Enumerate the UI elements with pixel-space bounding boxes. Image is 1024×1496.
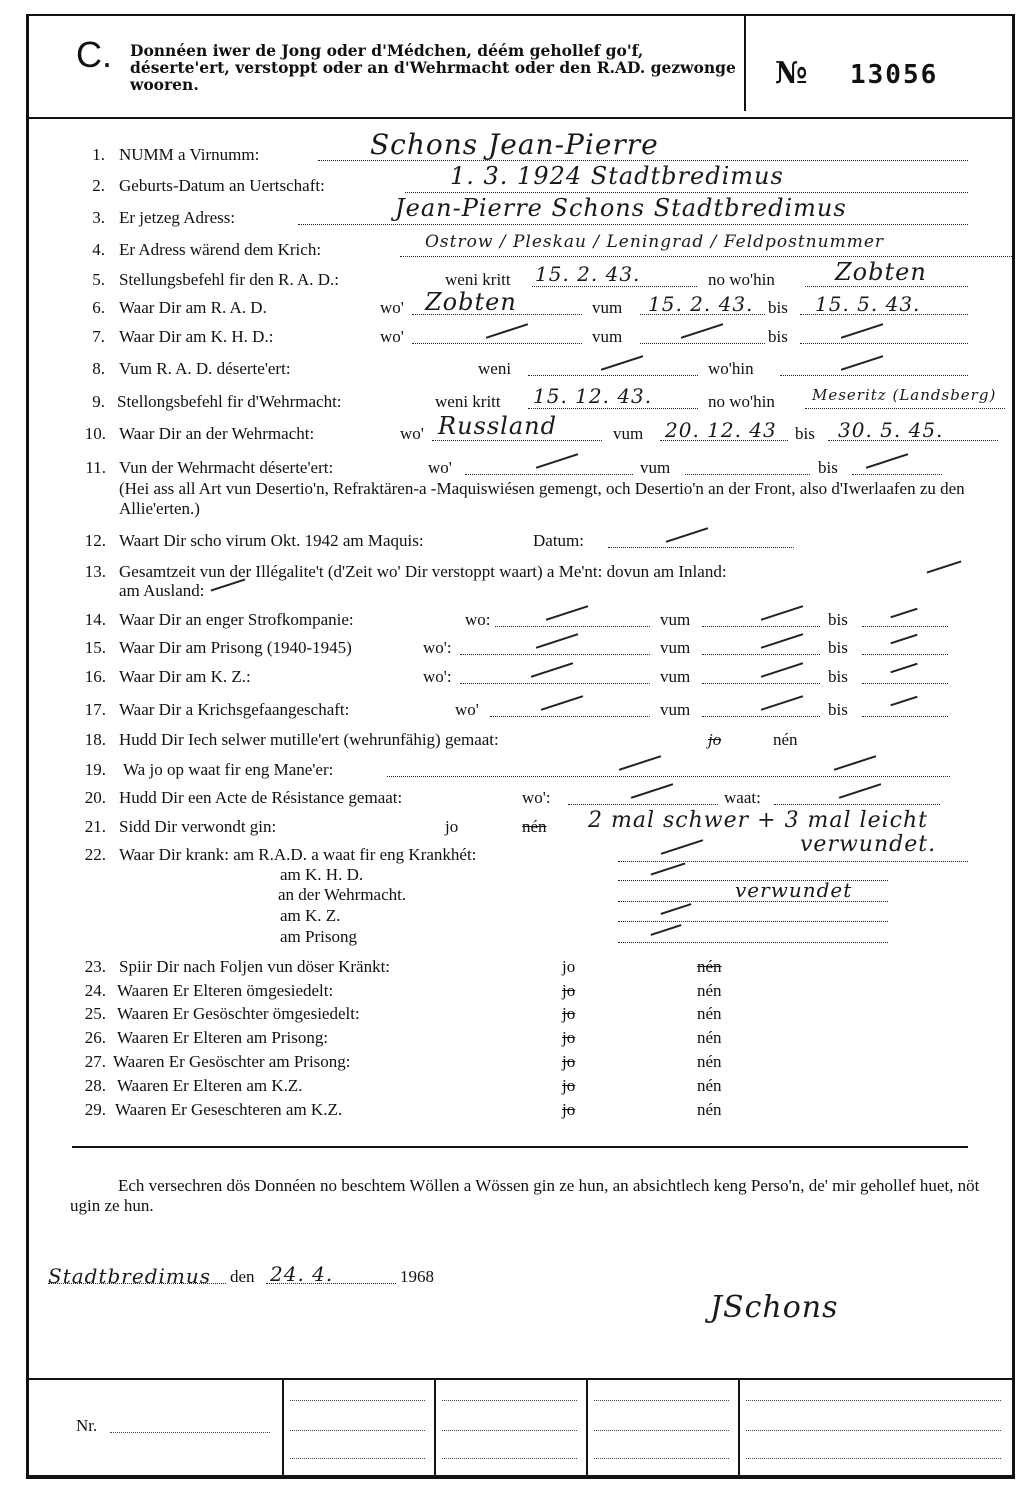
q15-vum-label: vum [660,638,691,657]
q22-line-prisong [618,942,888,943]
q15-wo-line [460,654,650,655]
q11-bis-dash [866,453,908,468]
header-divider [744,16,746,111]
q17-number: 17. [84,700,106,719]
footer-col-1 [282,1378,284,1475]
q3-label: Er jetzeg Adress: [119,208,236,227]
q10-wo-label: wo' [400,424,424,443]
q4-label: Er Adress wärend dem Krich: [119,240,322,259]
q27-jo-crossed: jo [562,1052,576,1071]
q16-number: 16. [84,667,106,686]
q22-answer-rad: verwundet. [800,832,937,857]
q7-vum-line [640,343,765,344]
q20-wo-label: wo': [522,788,551,807]
q17-vum-label: vum [660,700,691,719]
cell-line [290,1458,425,1459]
q24-label: Waaren Er Elteren ömgesiedelt: [117,981,334,1000]
q11-bis-line [852,474,942,475]
q19-label: Wa jo op waat fir eng Mane'er: [123,760,334,779]
q13-inland-dash [927,560,962,573]
border-left [26,14,29,1479]
q15-wo-label: wo': [423,638,452,657]
q28-number: 28. [84,1076,106,1095]
q18-jo-crossed: jo [708,730,722,749]
cell-line [290,1430,425,1431]
q16-vum-label: vum [660,667,691,686]
number-label: № [775,56,808,91]
q11-number: 11. [85,458,106,477]
q16-label: Waar Dir am K. Z.: [119,667,251,686]
q1-answer: Schons Jean-Pierre [370,128,659,161]
q20-waat-dash [839,783,881,798]
q12-number: 12. [84,531,106,550]
q24-nen: nén [697,981,722,1000]
q5-weni-label: weni kritt [445,270,511,289]
q29-number: 29. [84,1100,106,1119]
q20-number: 20. [84,788,106,807]
border-top [26,14,1015,16]
q11-wo-line [465,474,633,475]
q22-sub-prisong: am Prisong [280,927,357,946]
q14-vum-dash [761,605,803,620]
q28-nen: nén [697,1076,722,1095]
q9-wohin-line [805,408,1005,409]
q17-bis-label: bis [828,700,848,719]
q10-bis-label: bis [795,424,815,443]
q11-bis-label: bis [818,458,838,477]
q4-answer: Ostrow / Pleskau / Leningrad / Feldpostnummer [425,232,885,252]
q19-dash-1 [619,755,661,770]
q4-line [400,256,1012,257]
place-line [48,1283,226,1284]
cell-line [442,1458,577,1459]
den-label: den [230,1267,255,1286]
q7-bis-dash [841,323,883,338]
q23-label: Spiir Dir nach Foljen vun döser Kränkt: [119,957,391,976]
q15-number: 15. [84,638,106,657]
q22-sub-khd: am K. H. D. [280,865,364,884]
q3-line [298,224,968,225]
q7-bis-label: bis [768,327,788,346]
q26-nen: nén [697,1028,722,1047]
q6-label: Waar Dir am R. A. D. [119,298,267,317]
q8-weni-dash [601,355,643,370]
signature-place: Stadtbredimus [48,1264,212,1288]
q17-wo-dash [541,695,583,710]
cell-line [746,1430,1001,1431]
q16-vum-line [702,683,820,684]
q5-number: 5. [92,270,105,289]
q2-answer: 1. 3. 1924 Stadtbredimus [450,162,784,190]
nr-line [110,1432,270,1433]
q5-weni: 15. 2. 43. [535,262,641,286]
header-separator [28,117,1012,119]
form-number: 13056 [850,60,939,90]
q22-line-rad [618,861,968,862]
q19-line [387,776,950,777]
q23-number: 23. [84,957,106,976]
q12-datum-line [608,547,794,548]
q1-label: NUMM a Virnumm: [119,145,260,164]
q16-vum-dash [761,662,803,677]
q8-number: 8. [92,359,105,378]
q24-number: 24. [84,981,106,1000]
q10-label: Waar Dir an der Wehrmacht: [119,424,315,443]
q7-vum-dash [681,323,723,338]
q9-weni-label: weni kritt [435,392,501,411]
q17-wo-line [490,716,650,717]
q16-bis-label: bis [828,667,848,686]
q5-weni-line [532,286,697,287]
q26-label: Waaren Er Elteren am Prisong: [117,1028,329,1047]
q10-bis: 30. 5. 45. [838,418,944,442]
q15-wo-dash [536,633,578,648]
q18-number: 18. [84,730,106,749]
q2-line [405,192,968,193]
q8-wohin-line [780,375,968,376]
q17-bis-line [862,716,948,717]
q12-label: Waart Dir scho virum Okt. 1942 am Maquis: [119,531,424,550]
q12-datum-label: Datum: [533,531,584,550]
q23-jo: jo [562,957,576,976]
q18-label: Hudd Dir Iech selwer mutille'ert (wehrunfähig) gemaat: [119,730,499,749]
cell-line [594,1400,729,1401]
q22-kz-dash [660,903,691,915]
q7-wo-line [412,343,582,344]
q22-label: Waar Dir krank: am R.A.D. a waat fir eng Krankhét: [119,845,477,864]
q25-label: Waaren Er Gesöschter ömgesiedelt: [117,1004,360,1023]
q12-datum-dash [666,527,708,542]
q20-waat-line [774,804,940,805]
signature-date: 24. 4. [270,1262,334,1286]
q8-wohin-label: wo'hin [708,359,754,378]
q20-wo-dash [631,783,673,798]
q29-label: Waaren Er Geseschteren am K.Z. [115,1100,343,1119]
footer-col-4 [738,1378,740,1475]
q7-wo-dash [486,323,528,338]
q8-wohin-dash [841,355,883,370]
q22-prisong-dash [650,924,681,936]
q6-number: 6. [92,298,105,317]
cell-line [290,1400,425,1401]
q14-bis-label: bis [828,610,848,629]
nr-label: Nr. [76,1416,98,1435]
q11-vum-label: vum [640,458,671,477]
q22-answer-wehrmacht: verwundet [735,878,853,902]
q21-nen-crossed: nén [522,817,547,836]
declaration-separator [72,1146,968,1148]
q3-answer: Jean-Pierre Schons Stadtbredimus [395,194,847,222]
q5-wohin-label: no wo'hin [708,270,775,289]
q26-number: 26. [84,1028,106,1047]
q11-wo-label: wo' [428,458,452,477]
q23-nen-crossed: nén [697,957,722,976]
q8-label: Vum R. A. D. déserte'ert: [119,359,291,378]
q9-weni-line [528,408,698,409]
q22-number: 22. [84,845,106,864]
q25-jo-crossed: jo [562,1004,576,1023]
q21-jo: jo [445,817,459,836]
q17-vum-dash [761,695,803,710]
declaration-text: Ech versechren dös Donnéen no beschtem Wöllen a Wössen gin ze hun, an absichtlech keng Perso'n, de' mir gehollef huet, nöt ugin ze hun. [70,1176,980,1215]
q19-number: 19. [84,760,106,779]
q6-bis-label: bis [768,298,788,317]
q11-vum-line [685,474,810,475]
q21-label: Sidd Dir verwondt gin: [119,817,277,836]
q14-vum-label: vum [660,610,691,629]
q16-wo-label: wo': [423,667,452,686]
q11-note: (Hei ass all Art vun Desertio'n, Refraktären-a -Maquiswiésen gemengt, och Desertio'n an der Front, also d'Iwerlaafen zu den Allie'erten.) [119,479,965,518]
q17-wo-label: wo' [455,700,479,719]
q15-bis-dash [890,634,917,645]
q11-wo-dash [536,453,578,468]
q14-wo-label: wo: [465,610,491,629]
q14-number: 14. [84,610,106,629]
q9-wohin-label: no wo'hin [708,392,775,411]
q13-label: Gesamtzeit vun der Illégalite't (d'Zeit wo' Dir verstoppt waart) a Me'nt: dovun am Inland: [119,562,727,581]
q3-number: 3. [92,208,105,227]
q6-wo-label: wo' [380,298,404,317]
q20-label: Hudd Dir een Acte de Résistance gemaat: [119,788,403,807]
cell-line [746,1400,1001,1401]
q7-bis-line [800,343,968,344]
q1-number: 1. [92,145,105,164]
signature-year: 1968 [400,1267,434,1286]
q6-wo: Zobten [425,288,517,316]
q22-sub-kz: am K. Z. [280,906,341,925]
q21-answer: 2 mal schwer + 3 mal leicht [588,808,928,833]
q16-bis-line [862,683,948,684]
q4-number: 4. [92,240,105,259]
q28-label: Waaren Er Elteren am K.Z. [117,1076,303,1095]
q13-number: 13. [84,562,106,581]
q15-bis-line [862,654,948,655]
q7-vum-label: vum [592,327,623,346]
q13-label-ausland: am Ausland: [119,581,205,600]
q29-nen: nén [697,1100,722,1119]
cell-line [594,1430,729,1431]
q27-label: Waaren Er Gesöschter am Prisong: [113,1052,351,1071]
q8-weni-line [528,375,698,376]
cell-line [594,1458,729,1459]
footer-col-2 [434,1378,436,1475]
q9-label: Stellongsbefehl fir d'Wehrmacht: [117,392,342,411]
q5-wohin-line [805,286,968,287]
q14-label: Waar Dir an enger Strofkompanie: [119,610,354,629]
border-bottom [26,1475,1015,1479]
q15-vum-dash [761,633,803,648]
q27-nen: nén [697,1052,722,1071]
q17-vum-line [702,716,820,717]
q14-wo-line [495,626,650,627]
q18-nen: nén [773,730,798,749]
signature: JSchons [710,1290,839,1325]
q10-wo: Russland [438,412,557,440]
q15-label: Waar Dir am Prisong (1940-1945) [119,638,352,657]
q25-nen: nén [697,1004,722,1023]
q28-jo-crossed: jo [562,1076,576,1095]
q6-vum: 15. 2. 43. [648,292,754,316]
q21-number: 21. [84,817,106,836]
cell-line [746,1458,1001,1459]
q22-rad-dash [661,839,703,854]
q19-dash-2 [834,755,876,770]
section-description: Donnéen iwer de Jong oder d'Médchen, déém gehollef go'f, déserte'ert, verstoppt oder an d'Wehrmacht oder den R.AD. gezwonge wooren. [130,41,736,94]
q7-label: Waar Dir am K. H. D.: [119,327,274,346]
border-right [1012,14,1015,1479]
q10-wo-line [432,440,602,441]
q15-vum-line [702,654,820,655]
q10-number: 10. [84,424,106,443]
q27-number: 27. [84,1052,106,1071]
q16-wo-dash [531,662,573,677]
q10-vum: 20. 12. 43 [665,418,777,442]
q14-wo-dash [546,605,588,620]
q14-bis-line [862,626,948,627]
q24-jo-crossed: jo [562,981,576,1000]
q10-vum-label: vum [613,424,644,443]
q2-label: Geburts-Datum an Uertschaft: [119,176,325,195]
footer-table-top [28,1378,1012,1380]
q9-number: 9. [92,392,105,411]
q5-wohin: Zobten [835,258,927,286]
q11-label: Vun der Wehrmacht déserte'ert: [119,458,334,477]
q22-line-kz [618,921,888,922]
q14-bis-dash [890,608,917,619]
q29-jo-crossed: jo [562,1100,576,1119]
q9-weni: 15. 12. 43. [533,384,653,408]
footer-col-3 [586,1378,588,1475]
q17-bis-dash [890,696,917,707]
q22-sub-wehrmacht: an der Wehrmacht. [278,885,407,904]
q25-number: 25. [84,1004,106,1023]
q14-vum-line [702,626,820,627]
q16-bis-dash [890,663,917,674]
q7-number: 7. [92,327,105,346]
section-letter: C. [76,34,112,75]
q6-bis: 15. 5. 43. [815,292,921,316]
q2-number: 2. [92,176,105,195]
q22-khd-dash [651,862,686,875]
q5-label: Stellungsbefehl fir den R. A. D.: [119,270,340,289]
q9-wohin: Meseritz (Landsberg) [812,386,997,404]
cell-line [442,1400,577,1401]
q15-bis-label: bis [828,638,848,657]
cell-line [442,1430,577,1431]
q6-vum-label: vum [592,298,623,317]
q8-weni-label: weni [478,359,512,378]
q16-wo-line [460,683,650,684]
q17-label: Waar Dir a Krichsgefaangeschaft: [119,700,350,719]
q7-wo-label: wo' [380,327,404,346]
q20-waat-label: waat: [724,788,761,807]
q26-jo-crossed: jo [562,1028,576,1047]
q20-wo-line [568,804,718,805]
